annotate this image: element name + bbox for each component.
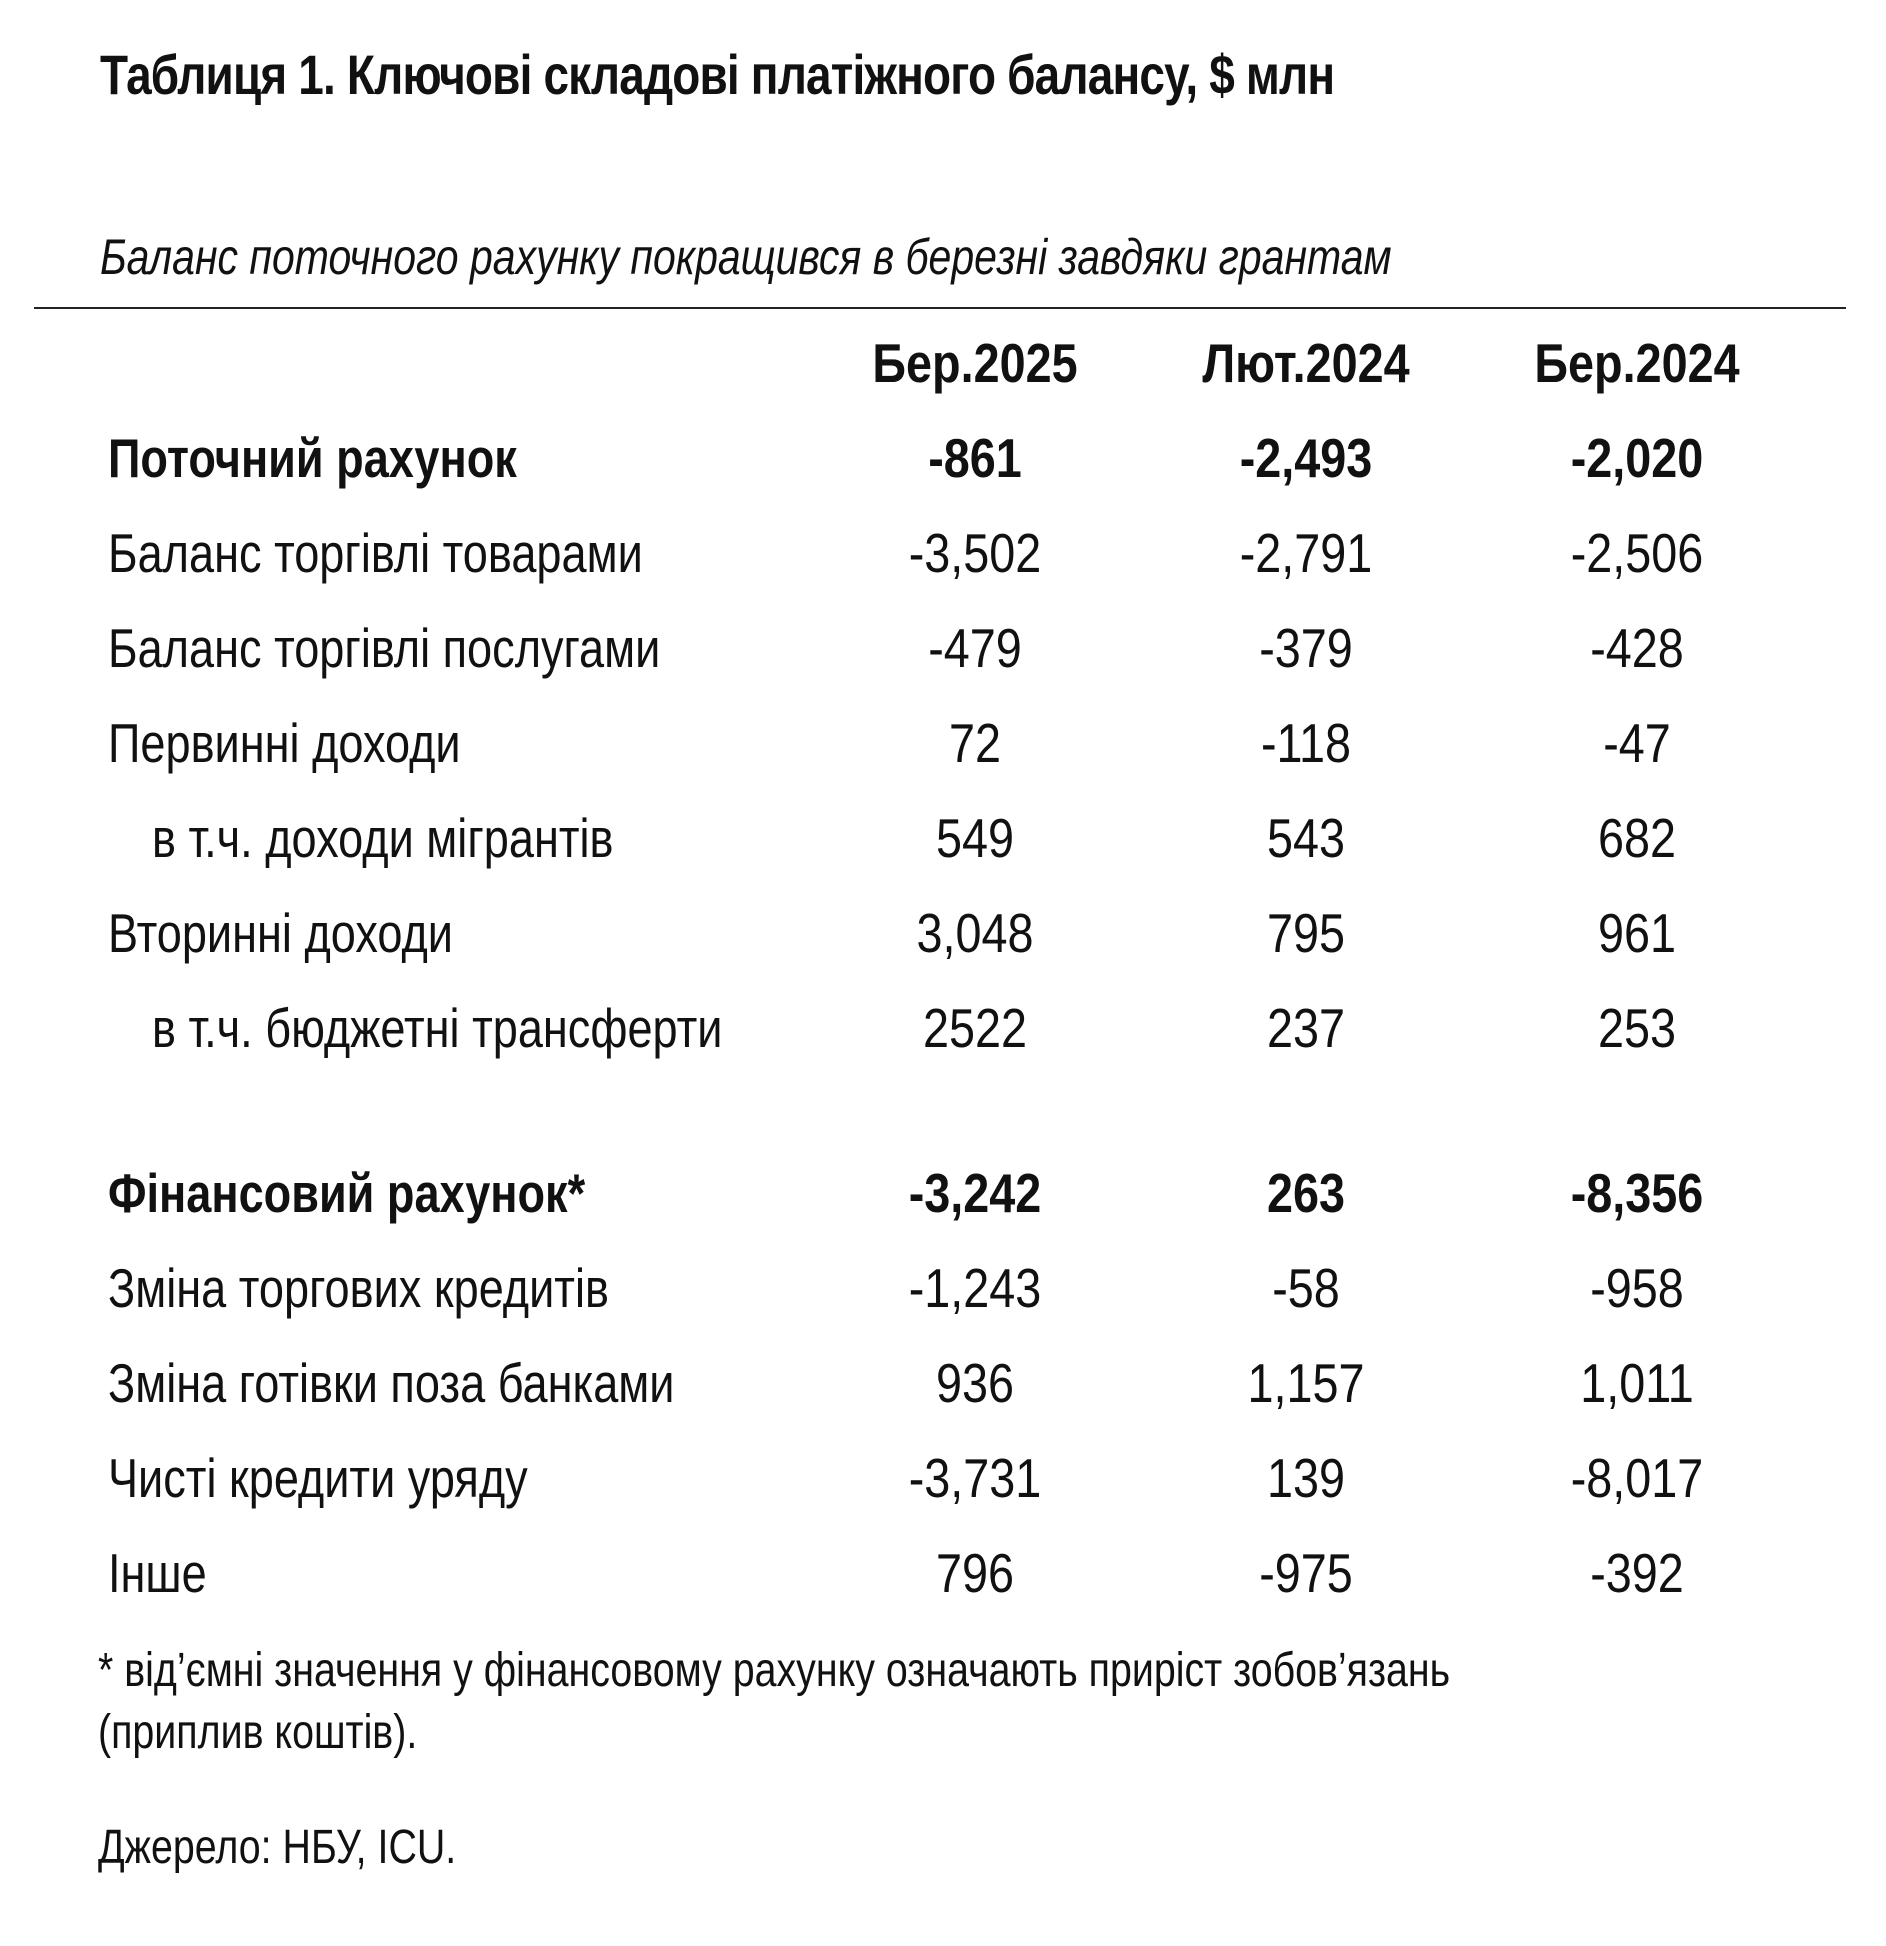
row-label: Інше	[108, 1542, 207, 1604]
table-cell: 253	[1597, 997, 1676, 1059]
table-cell: -8,017	[1570, 1447, 1704, 1509]
table-row	[0, 803, 1886, 873]
row-label: Баланс торгівлі послугами	[108, 617, 661, 679]
table-cell: -428	[1590, 617, 1684, 679]
table-row	[0, 993, 1886, 1063]
source-note: Джерело: НБУ, ICU.	[98, 1821, 457, 1874]
table-cell: 1,011	[1580, 1352, 1694, 1414]
table-cell: 796	[935, 1542, 1014, 1604]
column-header: Бер.2025	[872, 332, 1078, 394]
table-cell: 795	[1266, 902, 1345, 964]
column-header: Бер.2024	[1534, 332, 1740, 394]
table-row	[0, 1253, 1886, 1323]
table-cell: -8,356	[1570, 1162, 1704, 1224]
table-row-current-account	[0, 423, 1886, 493]
table-row-financial-account	[0, 1158, 1886, 1228]
table-cell: -47	[1603, 712, 1671, 774]
row-label: в т.ч. доходи мігрантів	[152, 807, 614, 869]
table-cell: -861	[928, 427, 1022, 489]
table-subtitle: Баланс поточного рахунку покращився в березні завдяки грантам	[100, 229, 1392, 285]
table-cell: 139	[1266, 1447, 1345, 1509]
table-cell: -3,731	[908, 1447, 1042, 1509]
row-label: Зміна готівки поза банками	[108, 1352, 675, 1414]
table-cell: -392	[1590, 1542, 1684, 1604]
table-cell: 682	[1597, 807, 1676, 869]
table-cell: -2,020	[1570, 427, 1704, 489]
table-cell: 237	[1266, 997, 1345, 1059]
table-row	[0, 1443, 1886, 1513]
table-cell: -1,243	[908, 1257, 1042, 1319]
row-label: Фінансовий рахунок*	[108, 1162, 586, 1224]
table-title: Таблиця 1. Ключові складові платіжного балансу, $ млн	[100, 43, 1335, 106]
table-cell: 543	[1266, 807, 1345, 869]
table-row	[0, 1538, 1886, 1608]
column-header-row	[0, 328, 1886, 398]
footnote-line: * від’ємні значення у фінансовому рахунку означають приріст зобов’язань	[98, 1644, 1451, 1697]
table-cell: 1,157	[1247, 1352, 1365, 1414]
row-label: Баланс торгівлі товарами	[108, 522, 643, 584]
row-label: Вторинні доходи	[108, 902, 453, 964]
table-cell: -118	[1260, 712, 1352, 774]
table-cell: 3,048	[916, 902, 1034, 964]
table-cell: 2522	[922, 997, 1027, 1059]
table-cell: -2,791	[1239, 522, 1373, 584]
table-cell: -379	[1259, 617, 1353, 679]
row-label: Зміна торгових кредитів	[108, 1257, 609, 1319]
table-cell: 263	[1266, 1162, 1345, 1224]
table-cell: -3,242	[908, 1162, 1042, 1224]
table-cell: -58	[1272, 1257, 1340, 1319]
table-cell: 72	[948, 712, 1002, 774]
row-label: Поточний рахунок	[108, 427, 517, 489]
table-cell: 936	[935, 1352, 1014, 1414]
table-cell: -479	[928, 617, 1022, 679]
table-cell: -2,506	[1570, 522, 1704, 584]
column-header: Лют.2024	[1202, 332, 1410, 394]
table-cell: -3,502	[908, 522, 1042, 584]
table-cell: -975	[1259, 1542, 1353, 1604]
table-row	[0, 613, 1886, 683]
table-cell: -2,493	[1239, 427, 1373, 489]
table-cell: -958	[1590, 1257, 1684, 1319]
footnote	[98, 1640, 1450, 1764]
table-cell: 549	[935, 807, 1014, 869]
table-row	[0, 1348, 1886, 1418]
table-row	[0, 708, 1886, 778]
table-row	[0, 518, 1886, 588]
row-label: Чисті кредити уряду	[108, 1447, 528, 1509]
row-label: Первинні доходи	[108, 712, 461, 774]
row-label: в т.ч. бюджетні трансферти	[152, 997, 723, 1059]
table-cell: 961	[1597, 902, 1676, 964]
table-row	[0, 898, 1886, 968]
footnote-line: (приплив коштів).	[98, 1706, 418, 1759]
